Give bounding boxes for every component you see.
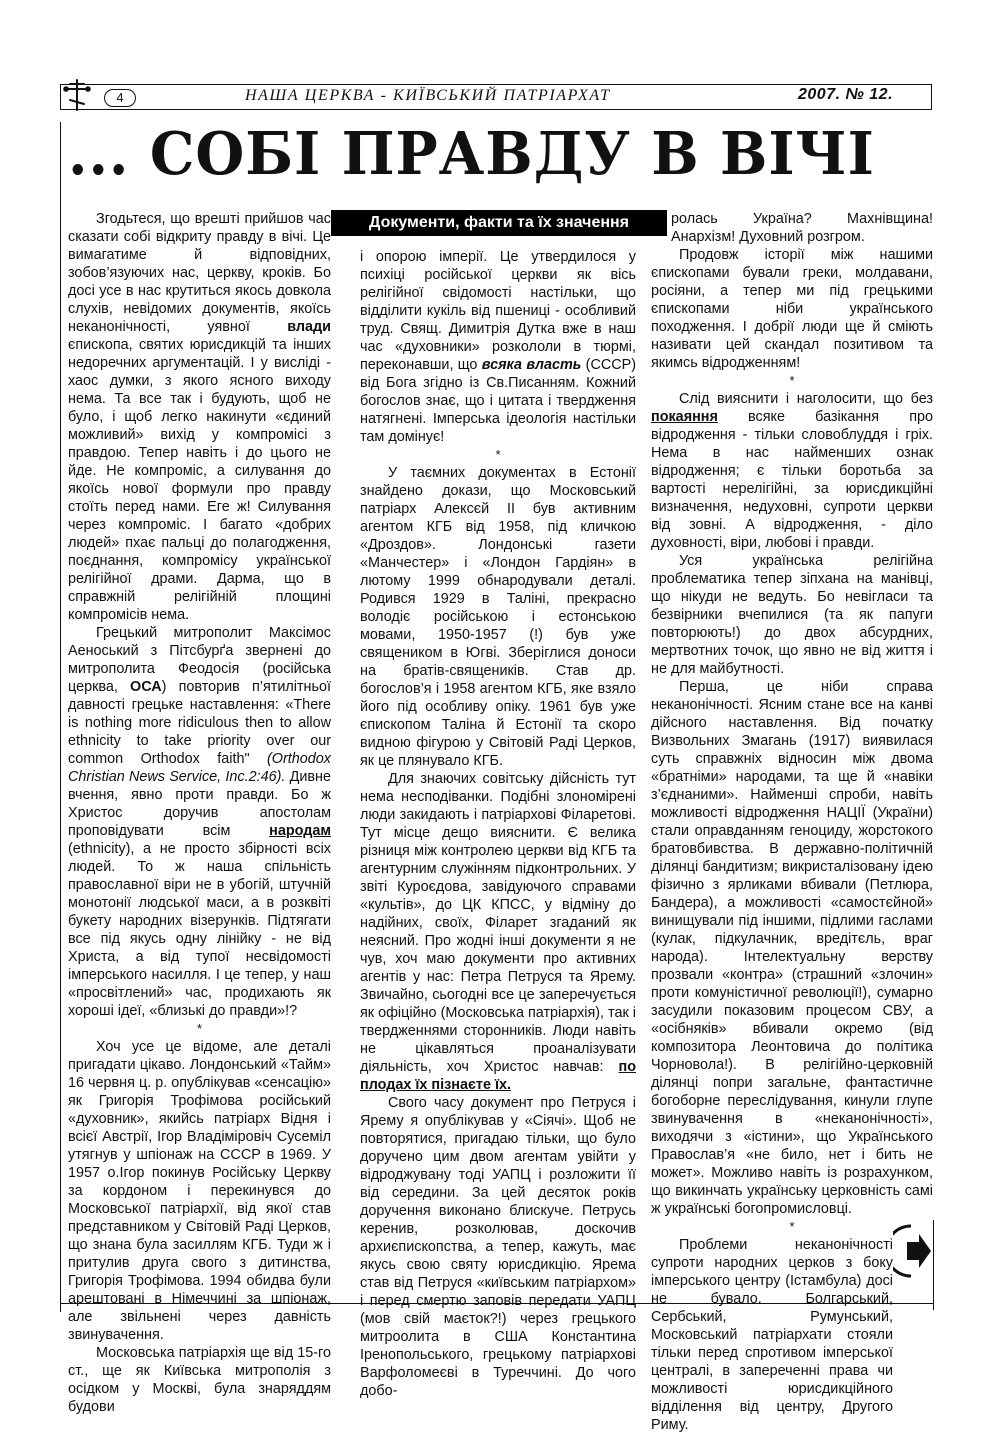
paragraph: Проблеми неканонічності супроти народних церков з боку імперського центру (Істамбула) досі не бувало. Болгарський, Сербський, Румунський, Московський патріархати стояли тільки перед спротивом імперської централі, в запереченні права чи можливості юрисдикційного відділення від центру, Другого Риму. [651,1237,893,1433]
paragraph: Перша, це ніби справа неканонічності. Ясним стане все на канві дійсного наставлення. Від початку Визвольних Змагань (1917) виявилася суть справжніх відносин між двома «братніми» народами, та ще й «навіки з’єднаними». Найменші спроби, навіть можливості відродження НАЦІЇ (України) стали оправданням геноциду, жорстокого братовбивства. В державно-політичній ділянці бандитизм; викристалізовану ідею фізично з ярликами вбивали (Петлюра, Бандера), а можливості «самостєйной» винищували під іншими, підлими гаслами (кулак, підкулачник, вредітєль, враг народа). Інтелектуальну верству прозвали «контра» (страшний «злочин» проти комуністичної революції!), сумарно засудили показовим процесом СВУ, а «осібняків» вбивали окремо (від композитора Леонтовича до політика Чорновола!). В релігійно-церковній ділянці попри загальне, фантастичне богоборне переслідування, кинули глупе звинувачення в «неканонічності», виходячи з «істини», що Українського Православ’я «не било, нет і бить не может». Можливо навіть із розрахунком, що викинчать українську церковність самі ж українські богопромисловці. [651,679,933,1217]
headline: ... СОБІ ПРАВДУ В ВІЧІ [68,119,875,188]
separator-star: * [495,447,501,462]
paragraph: Хоч усе це відоме, але деталі пригадати цікаво. Лондонський «Тайм» 16 червня ц. р. опублікував «сенсацію» як Григорія Трофімова російський «духовник», якийсь патріарх Відня і всієї Австрії, Ігор Владіміровіч Сусеміл утягнув у шпіонаж на СССР в 1969. У 1957 о.Ігор покинув Російську Церкву за кордоном і перекинувся до Московської патріархії, від якої став представником у Світовій Раді Церков, що знана була засиллям КГБ. Туди ж і притулив друга свого з дитинства, Григорія Трофімова. 1994 обидва були арештовані в Німеччині за шпіонаж, але звільнені через давність звинувачення. [68,1039,331,1343]
right-rule [933,1220,934,1310]
column-3 [651,210,933,1434]
separator-star: * [789,1219,795,1234]
paragraph: Слід вияснити і наголосити, що без покаяння всяке базікання про відродження - тільки словоблуддя і гріх. Нема в нас найменших ознак відродження; є тільки боротьба за вартості нерелігійні, за юрисдикційні визначення, недуховні, супроти церкви від зовні. А відродження, - діло духовності, віри, любові і правди. [651,391,933,551]
separator-star: * [196,1021,203,1036]
newspaper-title: НАША ЦЕРКВА - КИЇВСЬКИЙ ПАТРІАРХАТ [245,87,611,104]
continue-arrow-icon [893,1222,933,1280]
issue-number: 2007. № 12. [798,86,894,103]
paragraph: Згодьтеся, що врешті прийшов час сказати собі відкриту правду в вічі. Це вимагатиме й відповідних, зобов’язуючих нас, церкву, кроків. Бо досі усе в нас крутиться якось довкола слухів, невідомих документів, якоїсь неканонічності, уявної влади єпископа, святих юрисдикцій та інших недоречних аргументацій. І у висліді - хаос думки, з якого ясного виходу нема. Та все так і будують, щоб не було, і щоб легко накинути «єдиний можливий» вихід у компромісі з правдою. Тепер навіть і до цього не йде. Не компроміс, а силування до якоїсь нової формули про правду стоїть перед нами. Еге ж! Силування через компроміс. І багато «добрих людей» пхає пальці до полагодження, поєднання, компромісу української релігійної драми. Дарма, що в справжній релігійній площині компромісів нема. [68,211,331,623]
paragraph: і опорою імперії. Це утвердилося у психіці російської церкви як вісь релігійної свідомості настільки, що відділити кукіль від пшениці - особливий труд. Свящ. Димитрія Дутка вже в наш час «духовники» розкололи в тюрмі, переконавши, що всяка власть (СССР) від Бога згідно із Св.Писанням. Кожний богослов знає, що і цитата і твердження натягнені. Імперська ідеологія настільки там домінує! [360,249,637,445]
paragraph: Московська патріархія ще від 15-го ст., ще як Київська митрополія з осідком у Москві, була знаряддям будови [68,1345,331,1415]
paragraph: У таємних документах в Естонії знайдено докази, що Московський патріарх Алексєй II був активним агентом КГБ від 1958, під кличкою «Дроздов». Лондонські газети «Манчестер» і «Лондон Гардіян» в лютому 1999 обнародували деталі. Родився 1929 в Таліні, прекрасно володіє російською і естонською мовами, 1950-1957 (!) був уже священиком в Югві. Зберіглися доноси на братів-священиків. Став др. богослов’я і 1958 агентом КГБ, яке взяло його під особливу опіку. 1961 був уже єпископом Таліна й Естонії та скоро видною фігурою у Світовій Раді Церков, як це плянувало КГБ. [360,465,636,769]
left-rule [60,122,61,1312]
paragraph: Продовж історії між нашими єпископами бували греки, молдавани, росіяни, а тепер ми під грецькими єпископами ніби українського походження. І добрії люди ще й сміють називати цей скандал позитивом та якимсь відродженням! [651,247,933,371]
paragraph: Для знаючих совітську дійсність тут нема несподіванки. Подібні злономірені люди закидають і патріархові Філаретові. Тут місце дещо вияснити. Є велика різниця між контролею церкви від КГБ та агентурним служінням підконтрольних. У звіті Куроєдова, завідуючого справами «культів», до ЦК КПСС, у відміну до надійних, своїх, Філарет згаданий як неясний. Про жодні інші документи я не чув, хоч маю документи про активних агентів у нас: Петра Петруся та Ярему. Звичайно, сьогодні все це заперечується як офіційно (Московська патріархія), так і твердженнями сторонників. Люди навіть не цікавляться проаналізувати діяльність, хоч Христос навчав: по плодах їх пізнаєте їх. [360,771,636,1093]
cross-icon [62,78,92,112]
column-1 [68,210,331,1416]
paragraph: Свого часу документ про Петруся і Ярему я опублікував у «Сіячі». Щоб не повторятися, пригадаю тільки, що було доручено цим двом агентам увійти у відроджувану тоді УАПЦ і розложити її від середини. За цей десяток років доручення виконано блискуче. Петрусь керенив, розколював, доскочив архиєпископства, а тепер, кажуть, має якусь свою святу юрисдикцію. Ярема став від Петруся «київським патріархом» і перед смертю заповів передати УАПЦ (мов свій маєток?!) через грецького митроолита в США Константина Іренопольського, грецькому патріархові Варфоломеєві в Туреччині. До чого добо- [360,1095,636,1399]
column-2 [360,248,636,1400]
paragraph: Грецький митрополит Максімос Аеноський з Пітсбурґа звернені до митрополита Феодосія (російська церква, ОСА) повторив п’ятилітньої давності грецьке наставлення: «There is nothing more ridiculous then to allow ethnicity to take priority over our common Orthodox faith" (Orthodox Christian News Service, Inc.2:46). Дивне вчення, явно проти правди. Бо ж Христос доручив апостолам проповідувати всім народам (ethnicity), а не просто збірності всіх людей. То ж наша спільність православної віри не в убогій, штучній монотонії людської маси, а в розквіті букету народних візерунків. Підтягати все під якусь одну лінійку - не від Христа, а від тупої несвідомості імперського насилля. І це тепер, у наш «просвітлений» час, продихають як хороші ідеї, «близькі до правди»!? [68,625,331,1019]
paragraph: Уся українська релігійна проблематика тепер зіпхана на манівці, що нікуди не ведуть. Бо невігласи та безвірники вчепилися (та як папуги повторюють!) до двох абсурдних, мертвотних точок, що явно не від життя і не для майбутності. [651,553,933,677]
page-number: 4 [104,89,136,107]
paragraph: ролась Україна? Махнівщина! Анархізм! Духовний розгром. [671,211,933,245]
separator-star: * [789,373,795,388]
kicker-banner: Документи, факти та їх значення [331,210,667,236]
